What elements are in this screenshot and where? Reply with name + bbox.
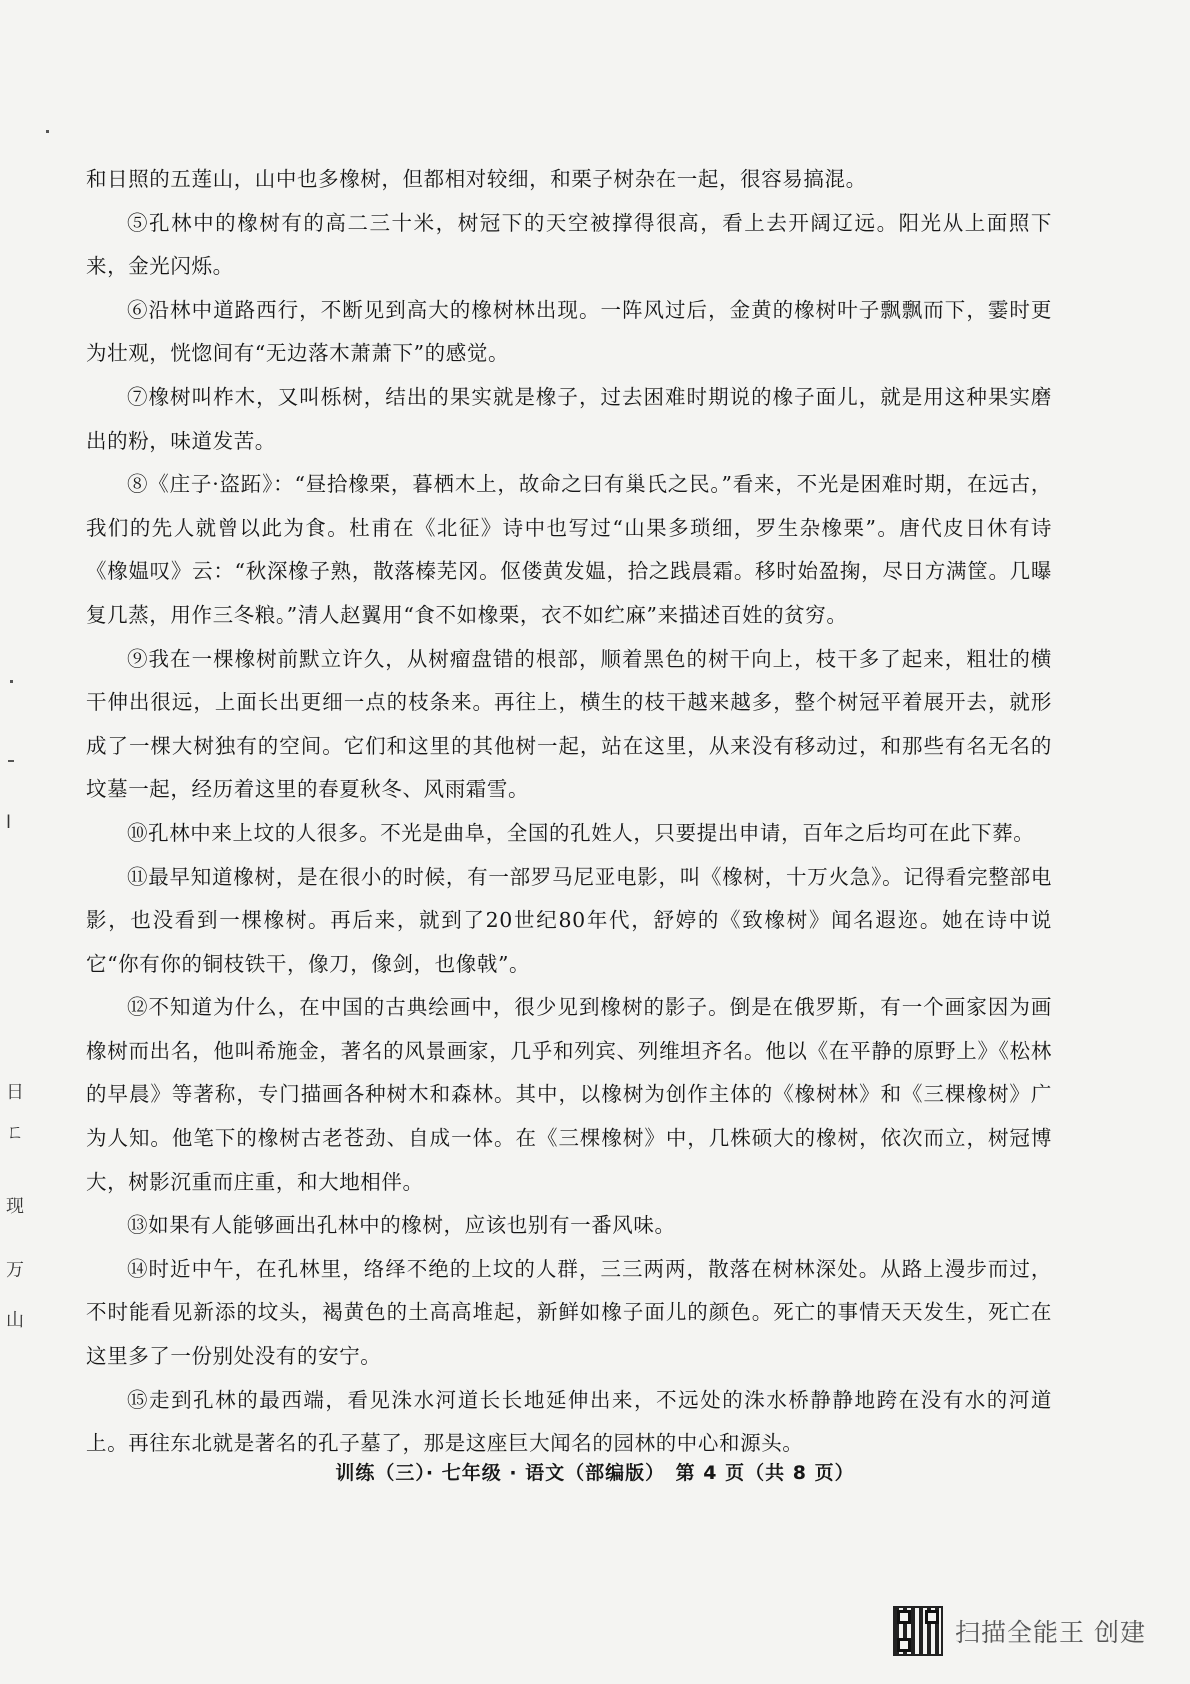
paragraph-7: ⑦橡树叫柞木，又叫栎树，结出的果实就是橡子，过去困难时期说的橡子面儿，就是用这种果实磨出的粉，味道发苦。 xyxy=(86,384,1052,453)
qr-code-icon xyxy=(893,1606,943,1656)
margin-mark: 日 xyxy=(6,1082,24,1103)
left-margin-binding-marks xyxy=(0,0,40,1684)
margin-mark: 山 xyxy=(6,1310,24,1331)
scan-speck xyxy=(10,680,13,683)
paragraph-14: ⑭时近中午，在孔林里，络绎不绝的上坟的人群，三三两两，散落在树林深处。从路上漫步而过，不时能看见新添的坟头，褐黄色的土高高堆起，新鲜如橡子面儿的颜色。死亡的事情天天发生，死亡在这里多了一份别处没有的安宁。 xyxy=(86,1256,1052,1369)
scanner-watermark xyxy=(893,1605,1146,1657)
margin-mark: 现 xyxy=(6,1196,24,1217)
paragraph-5: ⑤孔林中的橡树有的高二三十米，树冠下的天空被撑得很高，看上去开阔辽远。阳光从上面照下来，金光闪烁。 xyxy=(86,210,1052,279)
scan-speck xyxy=(46,130,49,133)
margin-mark: ㄈ xyxy=(6,1122,24,1143)
paragraph-12: ⑫不知道为什么，在中国的古典绘画中，很少见到橡树的影子。倒是在俄罗斯，有一个画家因为画橡树而出名，他叫希施金，著名的风景画家，几乎和列宾、列维坦齐名。他以《在平静的原野上》《松林的早晨》等著称，专门描画各种树木和森林。其中，以橡树为创作主体的《橡树林》和《三棵橡树》广为人知。他笔下的橡树古老苍劲、自成一体。在《三棵橡树》中，几株硕大的橡树，依次而立，树冠博大，树影沉重而庄重，和大地相伴。 xyxy=(86,995,1052,1194)
paragraph-15: ⑮走到孔林的最西端，看见洙水河道长长地延伸出来，不远处的洙水桥静静地跨在没有水的河道上。再往东北就是著名的孔子墓了，那是这座巨大闻名的园林的中心和源头。 xyxy=(86,1387,1052,1456)
margin-mark: l xyxy=(6,812,12,833)
paragraph-10: ⑩孔林中来上坟的人很多。不光是曲阜，全国的孔姓人，只要提出申请，百年之后均可在此下葬。 xyxy=(127,820,1035,845)
margin-mark: 万 xyxy=(6,1260,24,1281)
paragraph-9: ⑨我在一棵橡树前默立许久，从树瘤盘错的根部，顺着黑色的树干向上，枝干多了起来，粗壮的横干伸出很远，上面长出更细一点的枝条来。再往上，横生的枝干越来越多，整个树冠平着展开去，就形成了一棵大树独有的空间。它们和这里的其他树一起，站在这里，从来没有移动过，和那些有名无名的坟墓一起，经历着这里的春夏秋冬、风雨霜雪。 xyxy=(86,646,1052,802)
watermark-text: 扫描全能王 创建 xyxy=(955,1618,1146,1647)
paragraph-8: ⑧《庄子·盗跖》：“昼拾橡栗，暮栖木上，故命之曰有巢氏之民。”看来，不光是困难时期，在远古，我们的先人就曾以此为食。杜甫在《北征》诗中也写过“山果多琐细，罗生杂橡栗”。唐代皮日休有诗《橡媪叹》云：“秋深橡子熟，散落榛芜冈。伛偻黄发媪，拾之践晨霜。移时始盈掬，尽日方满筐。几曝复几蒸，用作三冬粮。”清人赵翼用“食不如橡栗，衣不如纻麻”来描述百姓的贫穷。 xyxy=(86,472,1052,627)
paragraph-11: ⑪最早知道橡树，是在很小的时候，有一部罗马尼亚电影，叫《橡树，十万火急》。记得看完整部电影，也没看到一棵橡树。再后来，就到了20世纪80年代，舒婷的《致橡树》闻名遐迩。她在诗中说它“你有你的铜枝铁干，像刀，像剑，也像戟”。 xyxy=(86,864,1052,976)
scan-speck xyxy=(8,760,14,762)
article-body xyxy=(86,158,1052,1466)
paragraph-6: ⑥沿林中道路西行，不断见到高大的橡树林出现。一阵风过后，金黄的橡树叶子飘飘而下，霎时更为壮观，恍惚间有“无边落木萧萧下”的感觉。 xyxy=(86,297,1052,366)
paragraph-13: ⑬如果有人能够画出孔林中的橡树，应该也别有一番风味。 xyxy=(127,1213,676,1238)
page-footer: 训练（三）· 七年级 · 语文（部编版） 第 4 页（共 8 页） xyxy=(335,1462,855,1484)
paragraph-4-continued: 和日照的五莲山，山中也多橡树，但都相对较细，和栗子树杂在一起，很容易搞混。 xyxy=(86,167,867,191)
